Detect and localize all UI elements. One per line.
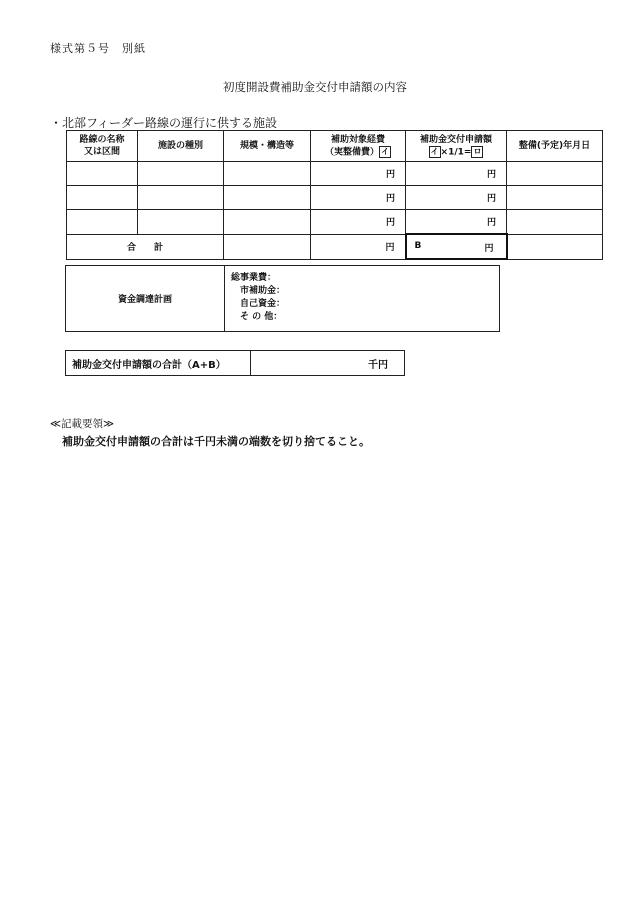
funding-plan-table [65,265,500,332]
apply-cell[interactable]: 円 [406,186,507,210]
funding-line-own: 自己資金： [231,299,286,309]
header-route-line1: 路線の名称 [79,135,125,145]
scale-cell[interactable] [224,210,311,235]
total-scale-cell[interactable] [224,234,311,259]
header-date: 整備(予定)年月日 [507,131,603,162]
total-apply-unit: 円 [484,244,494,254]
facility-type-cell[interactable] [138,162,224,186]
date-cell[interactable] [507,162,603,186]
form-number: 様式第５号 別紙 [50,42,146,55]
route-cell[interactable] [67,210,138,235]
header-subsidy-cost [311,131,406,162]
box-i: イ [381,146,389,156]
cost-cell[interactable]: 円 [311,210,406,235]
header-apply-line1: 補助金交付申請額 [419,134,492,145]
header-route-line2: 又は区間 [83,147,120,157]
facility-table [66,130,603,260]
sum-value-cell[interactable]: 千円 [251,351,405,376]
facility-type-cell[interactable] [138,186,224,210]
header-subsidy-cost-line1: 補助対象経費 [330,134,385,145]
sum-label: 補助金交付申請額の合計（A+B） [66,351,251,376]
header-apply-line2 [406,146,506,159]
total-date-cell[interactable] [507,234,603,259]
date-cell[interactable] [507,186,603,210]
apply-formula: ×1/1= [440,147,472,158]
box-ro: ロ [473,146,482,156]
funding-details[interactable] [225,266,500,332]
date-cell[interactable] [507,210,603,235]
table-row [67,210,603,235]
page-title: 初度開設費補助金交付申請額の内容 [223,80,407,94]
cost-cell[interactable]: 円 [311,162,406,186]
header-facility-type: 施設の種別 [138,131,224,162]
notes-body: 補助金交付申請額の合計は千円未満の端数を切り捨てること。 [62,435,370,448]
route-cell[interactable] [67,186,138,210]
table-header-row [67,131,603,162]
funding-line-city: 市補助金： [231,286,286,296]
scale-cell[interactable] [224,186,311,210]
notes-heading: ≪記載要領≫ [50,418,114,430]
header-scale: 規模・構造等 [224,131,311,162]
scale-cell[interactable] [224,162,311,186]
funding-label: 資金調達計画 [66,266,225,332]
table-row [67,162,603,186]
cost-cell[interactable]: 円 [311,186,406,210]
header-apply-amount [406,131,507,162]
total-apply-cell[interactable] [406,234,507,259]
section-title: ・北部フィーダー路線の運行に供する施設 [50,116,278,130]
funding-line-other: そ の 他： [231,312,283,322]
b-mark: B [414,241,422,251]
facility-type-cell[interactable] [138,210,224,235]
header-route [67,131,138,162]
apply-cell[interactable]: 円 [406,210,507,235]
apply-cell[interactable]: 円 [406,162,507,186]
route-cell[interactable] [67,162,138,186]
header-subsidy-cost-line2 [311,146,405,159]
header-subsidy-cost-text: （実整備費） [324,147,379,158]
sum-table [65,350,405,376]
total-row [67,234,603,259]
box-i: イ [430,146,439,156]
total-label: 合 計 [67,234,224,259]
funding-line-total: 総事業費： [231,273,277,283]
total-cost-cell[interactable]: 円 [311,234,406,259]
table-row [67,186,603,210]
